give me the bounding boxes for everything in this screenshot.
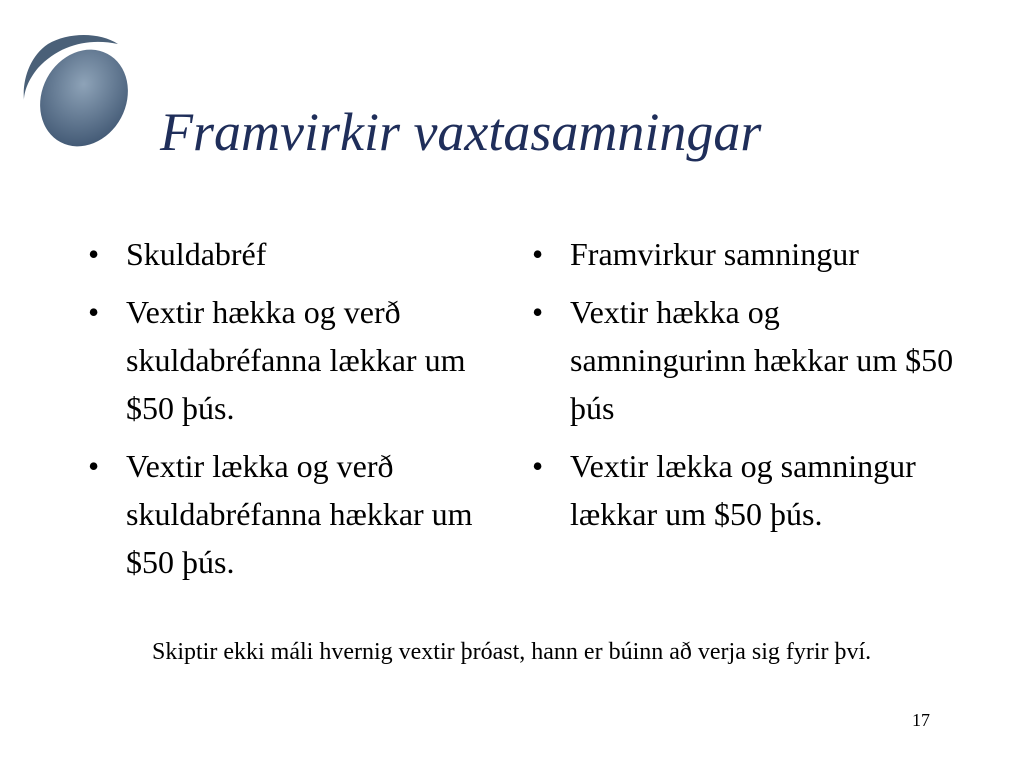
right-bullet-list: [528, 230, 958, 548]
list-item: [84, 442, 504, 586]
bullet-text: Vextir lækka og verð skuldabréfanna hækkar um $50 þús.: [126, 448, 473, 580]
bullet-icon: •: [88, 294, 100, 330]
list-item: [528, 442, 958, 538]
bullet-text: Vextir lækka og samningur lækkar um $50 þús.: [570, 448, 916, 532]
bullet-text: Framvirkur samningur: [570, 236, 859, 272]
bullet-icon: •: [532, 448, 544, 484]
swoosh-logo-icon: [20, 34, 132, 152]
list-item: [528, 230, 958, 278]
page-number: 17: [912, 710, 930, 730]
slide-title: Framvirkir vaxtasamningar: [160, 102, 762, 162]
bullet-icon: •: [532, 294, 544, 330]
left-bullet-list: [84, 230, 504, 596]
bullet-icon: •: [88, 236, 100, 272]
bullet-icon: •: [532, 236, 544, 272]
bullet-text: Skuldabréf: [126, 236, 267, 272]
summary-note: Skiptir ekki máli hvernig vextir þróast, hann er búinn að verja sig fyrir því.: [152, 639, 872, 665]
bullet-icon: •: [88, 448, 100, 484]
list-item: [84, 230, 504, 278]
list-item: [528, 288, 958, 432]
bullet-text: Vextir hækka og verð skuldabréfanna lækkar um $50 þús.: [126, 294, 466, 426]
list-item: [84, 288, 504, 432]
bullet-text: Vextir hækka og samningurinn hækkar um $50 þús: [570, 294, 954, 426]
